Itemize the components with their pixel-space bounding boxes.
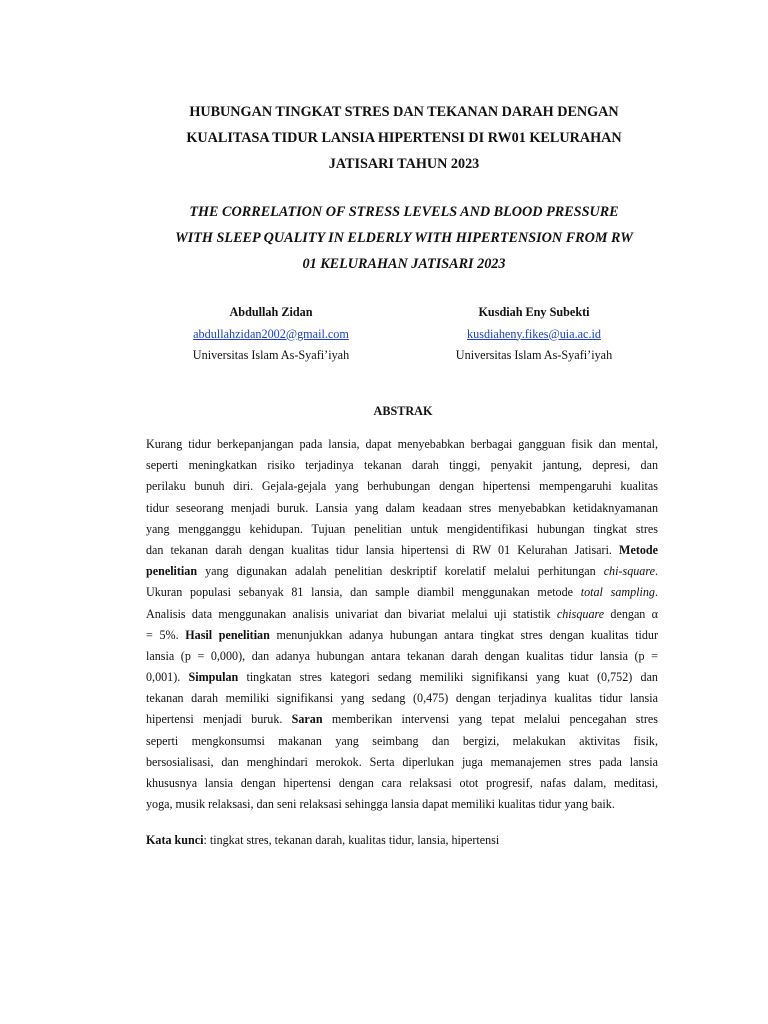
abstract-line: [146, 476, 658, 497]
abstract-text-run: dan tekanan darah dengan kualitas tidur lansia hipertensi di RW 01 Kelurahan Jatisari.: [146, 542, 620, 557]
abstract-text-run: tidur seseorang menjadi buruk. Lansia yang dalam keadaan stres menyebabkan ketidaknyamanan: [146, 500, 658, 515]
abstract-bold-run: Hasil penelitian: [185, 627, 270, 642]
abstract-text-run: khususnya lansia dengan hipertensi dengan cara relaksasi otot progresif, nafas dalam, meditasi,: [146, 776, 658, 790]
abstract-line: [146, 519, 658, 540]
abstract-text-run: .: [654, 564, 658, 579]
abstract-text-run: yang digunakan adalah penelitian deskriptif korelatif melalui perhitungan: [197, 564, 604, 579]
title-line: KUALITASA TIDUR LANSIA HIPERTENSI DI RW01 KELURAHAN: [186, 130, 622, 146]
author-affiliation: Universitas Islam As-Syafi’iyah: [192, 348, 350, 362]
abstract-body: [146, 434, 658, 815]
abstract-line: [146, 455, 658, 476]
title-indonesian: [140, 99, 668, 177]
author-block-1: [141, 302, 401, 367]
author-email-link[interactable]: abdullahzidan2002@gmail.com: [193, 326, 349, 341]
author-name: Abdullah Zidan: [229, 305, 313, 319]
author-email-link[interactable]: kusdiaheny.fikes@uia.ac.id: [467, 326, 601, 341]
abstract-text-run: Analisis data menggunakan analisis univariat dan bivariat melalui uji statistik: [146, 606, 557, 621]
abstract-line: [146, 709, 658, 730]
abstract-line: [146, 625, 658, 646]
abstract-line: [146, 604, 658, 625]
abstract-italic-run: total sampling: [580, 585, 655, 600]
abstract-bold-run: Simpulan: [188, 670, 239, 685]
abstract-text-run: memberikan intervensi yang tepat melalui pencegahan stres: [322, 712, 658, 727]
abstract-text-run: Ukuran populasi sebanyak 81 lansia, dan sample diambil menggunakan metode: [146, 585, 581, 600]
author-name: Kusdiah Eny Subekti: [478, 305, 590, 319]
abstract-heading: ABSTRAK: [373, 404, 433, 418]
abstract-text-run: tekanan darah memiliki signifikansi yang sedang (0,475) dengan terjadinya kualitas tidur lansia: [146, 691, 658, 706]
abstract-line: [146, 773, 658, 794]
abstract-text-run: yang mengganggu kehidupan. Tujuan penelitian untuk mengidentifikasi hubungan tingkat stres: [146, 521, 658, 536]
author-block-2: [404, 302, 664, 367]
abstract-text-run: menunjukkan adanya hubungan antara tingkat stres dengan kualitas tidur: [269, 627, 659, 642]
abstract-text-run: seperti mengkonsumsi makanan yang seimbang dan bergizi, melakukan aktivitas fisik,: [146, 733, 658, 748]
abstract-text-run: dengan α: [604, 606, 658, 621]
abstract-line: [146, 731, 658, 752]
abstract-text-run: tingkatan stres kategori sedang memiliki signifikansi yang kuat (0,752) dan: [238, 670, 658, 685]
abstract-line: [146, 434, 658, 455]
abstract-text-run: Kurang tidur berkepanjangan pada lansia, dapat menyebabkan berbagai gangguan fisik dan mental,: [146, 437, 658, 451]
title-line: JATISARI TAHUN 2023: [328, 156, 480, 172]
abstract-line: [146, 752, 658, 773]
abstract-line: [146, 498, 658, 519]
title-line: HUBUNGAN TINGKAT STRES DAN TEKANAN DARAH DENGAN: [189, 104, 619, 120]
abstract-bold-run: penelitian: [146, 564, 198, 579]
keywords-label: Kata kunci: [146, 833, 204, 847]
abstract-text-run: hipertensi menjadi buruk.: [146, 712, 292, 727]
keywords-text: : tingkat stres, tekanan darah, kualitas tidur, lansia, hipertensi: [203, 833, 500, 847]
title-line: 01 KELURAHAN JATISARI 2023: [302, 256, 506, 272]
abstract-line: [146, 667, 658, 688]
author-affiliation: Universitas Islam As-Syafi’iyah: [455, 348, 613, 362]
abstract-line: [146, 688, 658, 709]
abstract-line: [146, 646, 658, 667]
abstract-text-run: yoga, musik relaksasi, dan seni relaksasi sehingga lansia dapat memiliki kualitas tidur yang baik.: [146, 797, 615, 812]
abstract-line: [146, 582, 658, 603]
abstract-italic-run: chisquare: [556, 606, 605, 621]
title-line: THE CORRELATION OF STRESS LEVELS AND BLOOD PRESSURE: [189, 204, 619, 220]
abstract-text-run: seperti meningkatkan risiko terjadinya tekanan darah tinggi, penyakit jantung, depresi, dan: [146, 458, 658, 473]
abstract-text-run: perilaku bunuh diri. Gejala-gejala yang berhubungan dengan hipertensi mempengaruhi kualitas: [146, 479, 658, 494]
abstract-text-run: bersosialisasi, dan menghindari merokok. Serta diperlukan juga memanajemen stres pada lansia: [146, 754, 658, 769]
abstract-italic-run: chi-square: [603, 564, 655, 579]
abstract-bold-run: Metode: [619, 542, 658, 557]
title-english: [130, 199, 678, 277]
abstract-text-run: = 5%.: [146, 627, 186, 642]
title-line: WITH SLEEP QUALITY IN ELDERLY WITH HIPERTENSION FROM RW: [175, 230, 633, 246]
keywords: [146, 830, 658, 851]
abstract-line: [146, 540, 658, 561]
abstract-line: [146, 561, 658, 582]
abstract-bold-run: Saran: [291, 712, 323, 727]
abstract-text-run: lansia (p = 0,000), dan adanya hubungan antara tekanan darah dengan kualitas tidur lansia (p =: [146, 648, 658, 663]
abstract-text-run: .: [654, 585, 658, 600]
abstract-text-run: 0,001).: [146, 670, 189, 685]
abstract-line: [146, 794, 658, 815]
